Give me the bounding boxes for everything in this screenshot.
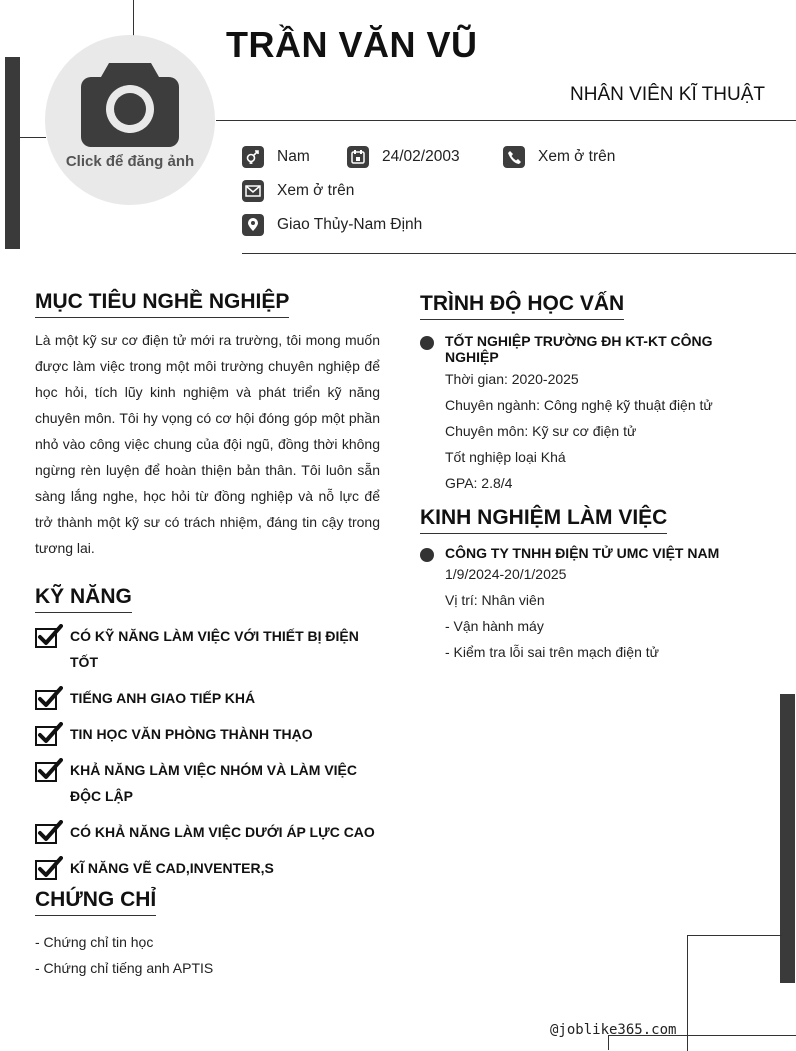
objective-title: MỤC TIÊU NGHỀ NGHIỆP xyxy=(35,290,289,318)
camera-icon xyxy=(79,59,181,147)
info-address xyxy=(242,214,422,236)
info-phone xyxy=(503,146,615,168)
gender-icon xyxy=(242,146,264,168)
checkbox-checked-icon xyxy=(35,722,63,746)
skills-section xyxy=(35,585,380,891)
phone-icon xyxy=(503,146,525,168)
education-section xyxy=(420,292,770,496)
education-line: Thời gian: 2020-2025 xyxy=(445,371,579,387)
left-accent-bar xyxy=(5,57,20,249)
checkbox-checked-icon xyxy=(35,758,63,782)
mail-icon xyxy=(242,180,264,202)
education-title: TRÌNH ĐỘ HỌC VẤN xyxy=(420,292,624,320)
left-connector-line xyxy=(20,137,46,138)
objective-text: Là một kỹ sư cơ điện tử mới ra trường, tôi mong muốn được làm việc trong một môi trường chuyên nghiệp để học hỏi, tích lũy kinh nghiệm và phát triển kỹ năng chuyên môn. Tôi hy vọng có cơ hội đóng góp một phần nhỏ vào công việc chung của đội ngũ, đồng thời không ngừng rèn luyện để hoàn thiện bản thân. Tôi luôn sẵn sàng lắng nghe, học hỏi từ đồng nghiệp và nỗ lực để trở thành một kỹ sư có trách nhiệm, đáng tin cậy trong tương lai. xyxy=(35,332,380,556)
checkbox-checked-icon xyxy=(35,856,63,880)
experience-line: Vị trí: Nhân viên xyxy=(445,592,545,608)
certificates-title: CHỨNG CHỈ xyxy=(35,888,156,916)
experience-line: - Vận hành máy xyxy=(445,618,544,634)
skill-label: CÓ KỸ NĂNG LÀM VIỆC VỚI THIẾT BỊ ĐIỆN TỐT xyxy=(70,628,359,670)
skill-label: TIẾNG ANH GIAO TIẾP KHÁ xyxy=(70,690,256,706)
experience-section xyxy=(420,506,770,665)
info-gender xyxy=(242,146,310,168)
skill-label: KĨ NĂNG VẼ CAD,INVENTER,S xyxy=(70,860,274,876)
education-line: GPA: 2.8/4 xyxy=(445,475,513,491)
experience-line: 1/9/2024-20/1/2025 xyxy=(445,566,567,582)
certificate-item: - Chứng chỉ tiếng anh APTIS xyxy=(35,960,214,976)
experience-company: CÔNG TY TNHH ĐIỆN TỬ UMC VIỆT NAM xyxy=(445,545,720,561)
header-rule xyxy=(216,120,796,121)
corner-frame xyxy=(687,935,782,1051)
right-accent-bar xyxy=(780,694,795,983)
info-birthdate xyxy=(347,146,460,168)
skill-item xyxy=(35,685,380,711)
email-value: Xem ở trên xyxy=(277,182,355,199)
experience-bullet xyxy=(420,548,434,562)
birthdate-value: 24/02/2003 xyxy=(382,148,460,165)
education-line: Tốt nghiệp loại Khá xyxy=(445,449,566,465)
experience-line: - Kiểm tra lỗi sai trên mạch điện tử xyxy=(445,644,660,660)
checkbox-checked-icon xyxy=(35,820,63,844)
checkbox-checked-icon xyxy=(35,686,63,710)
education-line: Chuyên ngành: Công nghệ kỹ thuật điện tử xyxy=(445,397,713,413)
job-position: NHÂN VIÊN KĨ THUẬT xyxy=(570,84,765,105)
address-value: Giao Thủy-Nam Định xyxy=(277,216,423,233)
gender-value: Nam xyxy=(277,148,310,165)
photo-caption: Click để đăng ảnh xyxy=(65,153,195,170)
education-school: TỐT NGHIỆP TRƯỜNG ĐH KT-KT CÔNG NGHIỆP xyxy=(445,333,713,365)
certificates-section xyxy=(35,888,380,981)
candidate-name: TRẦN VĂN VŨ xyxy=(226,24,478,65)
phone-value: Xem ở trên xyxy=(538,148,616,165)
skill-label: TIN HỌC VĂN PHÒNG THÀNH THẠO xyxy=(70,726,313,742)
skill-item xyxy=(35,757,380,809)
info-email xyxy=(242,180,354,202)
education-line: Chuyên môn: Kỹ sư cơ điện tử xyxy=(445,423,637,439)
calendar-icon xyxy=(347,146,369,168)
location-pin-icon xyxy=(242,214,264,236)
skill-item xyxy=(35,819,380,845)
experience-title: KINH NGHIỆM LÀM VIỆC xyxy=(420,506,667,534)
checkbox-checked-icon xyxy=(35,624,63,648)
info-rule xyxy=(242,253,796,254)
watermark: @joblike365.com xyxy=(550,1022,677,1038)
skill-item xyxy=(35,623,380,675)
skill-item xyxy=(35,721,380,747)
education-bullet xyxy=(420,336,434,350)
skills-title: KỸ NĂNG xyxy=(35,585,132,613)
skill-item xyxy=(35,855,380,881)
top-connector-line xyxy=(133,0,134,36)
skill-label: CÓ KHẢ NĂNG LÀM VIỆC DƯỚI ÁP LỰC CAO xyxy=(70,824,375,840)
avatar-upload[interactable] xyxy=(45,35,215,205)
skill-label: KHẢ NĂNG LÀM VIỆC NHÓM VÀ LÀM VIỆC ĐỘC LẬP xyxy=(70,762,357,804)
objective-section xyxy=(35,290,380,561)
certificate-item: - Chứng chỉ tin học xyxy=(35,934,154,950)
